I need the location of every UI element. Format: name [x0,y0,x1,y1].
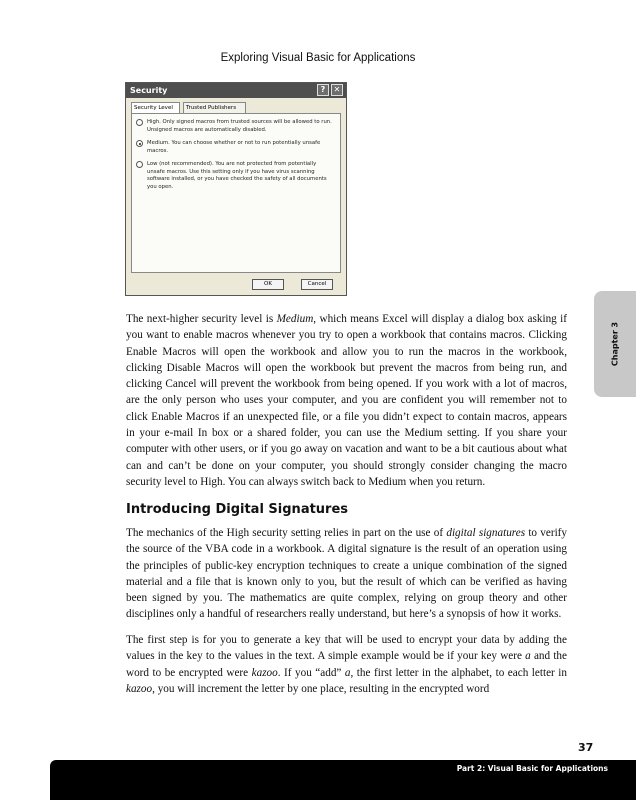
security-dialog [125,82,347,296]
ok-button[interactable]: OK [252,279,284,290]
running-head: Exploring Visual Basic for Applications [220,52,416,64]
paragraph-security-level: The next-higher security level is Medium, which means Excel will display a dialog box asking if you want to enable macros whenever you try to open a workbook that contains macros. Clicking Enable Macros will open the workbook and allow you to run the macros in the workbook, clicking Disable Macros will open the workbook but prevent the macros from being run, and clicking Cancel will prevent the workbook from being opened. If you work with a lot of macros, are the only person who uses your computer, and you are confident you will remember not to click Enable Macros if an unexpected file, or a file you didn’t expect to contain macros, appears in your e-mail In box or a shared folder, you can use the Medium setting. If you share your computer with other users, or if you go away on vacation and want to be a bit cautious about what can and can’t be done on your computer, you should strongly consider changing the macro security level to High. You can always switch back to Medium when you return. [126,313,567,488]
tab-security-level[interactable]: Security Level [131,102,180,113]
section-heading: Introducing Digital Signatures [126,502,349,517]
chapter-thumb-tab [594,291,636,397]
radio-high[interactable] [136,119,143,126]
page-number: 37 [578,741,594,754]
radio-low[interactable] [136,161,143,168]
radio-medium[interactable] [136,140,143,147]
tab-trusted-publishers[interactable]: Trusted Publishers [183,102,246,113]
paragraph-digital-signatures: The mechanics of the High security setting relies in part on the use of digital signatures to verify the source of the VBA code in a workbook. A digital signature is the result of an operation using the principles of public-key encryption techniques to create a unique combination of the signed material and a file that is known only to you, but the result of which can be verified as having been signed by you. The mathematics are quite complex, relying on group theory and other disciplines only a handful of researchers really understand, but here’s a synopsis of how it works. [126,527,567,621]
help-button[interactable]: ? [317,84,329,96]
security-level-panel [131,113,341,273]
dialog-title-bar [126,83,346,98]
chapter-label: Chapter 3 [610,321,620,367]
footer-part-label: Part 2: Visual Basic for Applications [456,764,608,773]
close-button[interactable]: ✕ [331,84,343,96]
footer-bar [50,760,636,800]
option-high-label: High. Only signed macros from trusted sources will be allowed to run. Unsigned macros are automatically disabled. [147,119,332,133]
option-medium-label: Medium. You can choose whether or not to run potentially unsafe macros. [147,140,321,154]
dialog-title: Security [130,86,168,95]
option-low-label: Low (not recommended). You are not protected from potentially unsafe macros. Use this setting only if you have virus scanning software installed, or you have checked the safety of all documents you open. [147,161,327,190]
cancel-button[interactable]: Cancel [301,279,333,290]
paragraph-first-step: The first step is for you to generate a key that will be used to encrypt your data by adding the values in the key to the values in the text. A simple example would be if your key were a and the word to be encrypted were kazoo. If you “add” a, the first letter in the alphabet, to each letter in kazoo, you will increment the letter by one place, resulting in the encrypted word [126,634,567,695]
